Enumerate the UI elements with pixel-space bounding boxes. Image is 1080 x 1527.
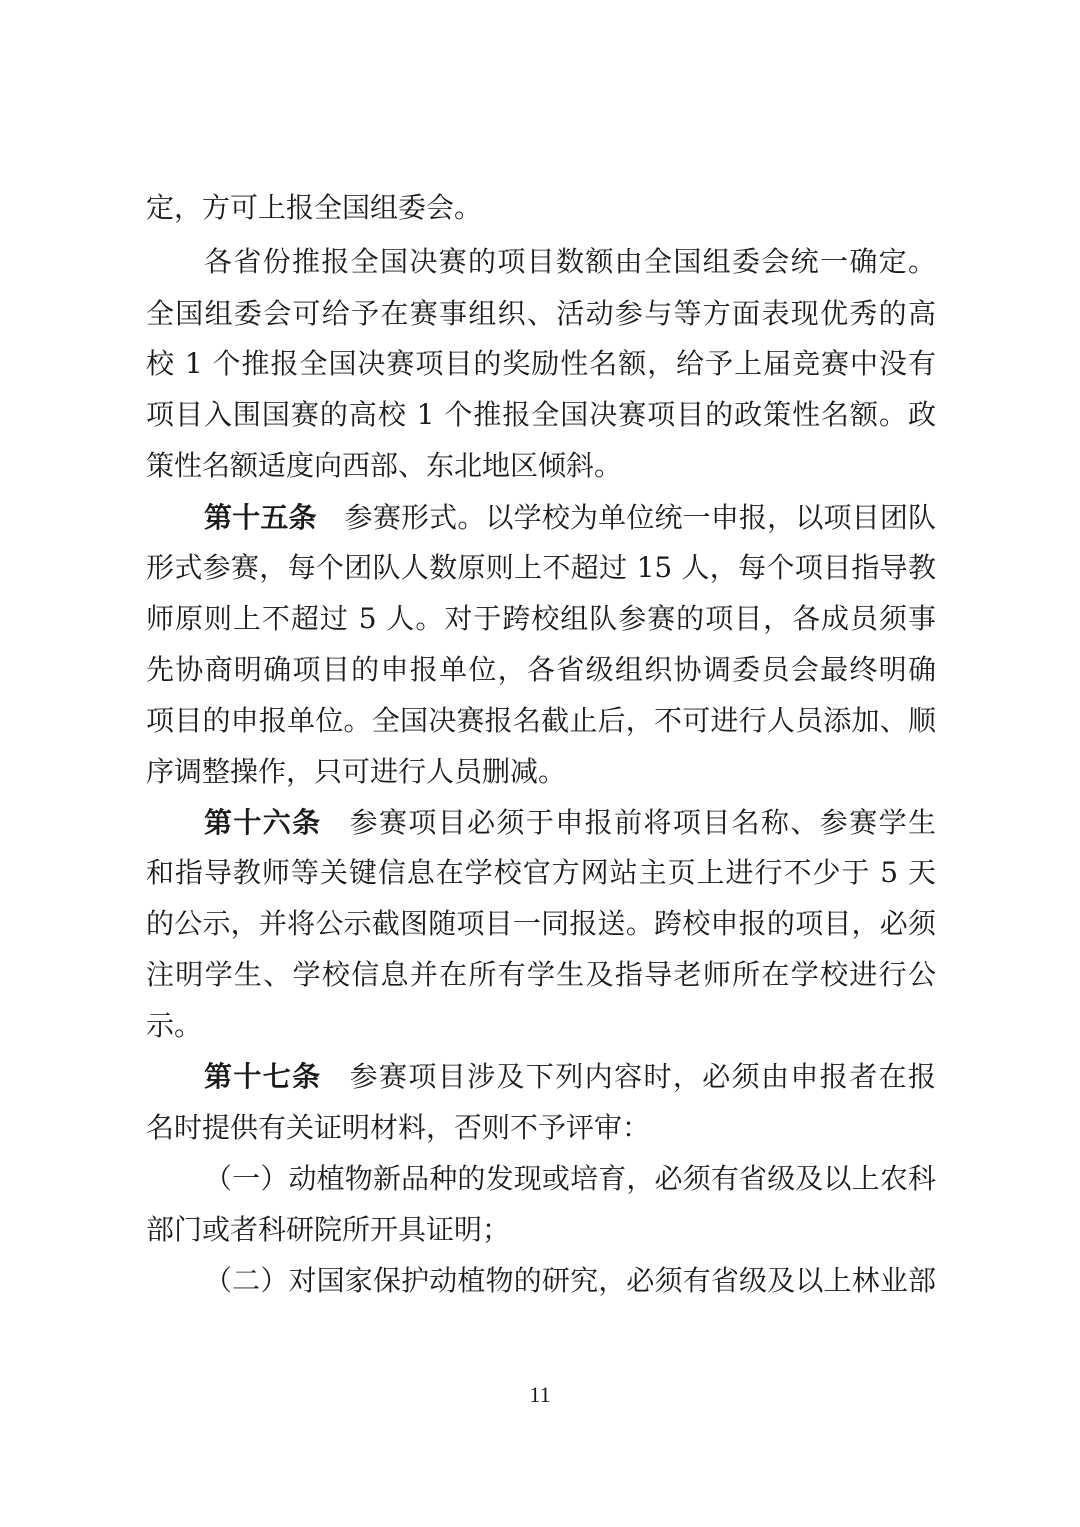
text-line: 名时提供有关证明材料，否则不予评审： (146, 1111, 651, 1144)
article-17-text: 参赛项目涉及下列内容时，必须由申报者在报 (349, 1060, 936, 1093)
text-line: 形式参赛，每个团队人数原则上不超过 15 人，每个项目指导教 (146, 551, 936, 584)
article-15-label: 第十五条 (204, 501, 317, 534)
article-16-text: 参赛项目必须于申报前将项目名称、参赛学生 (349, 806, 936, 839)
text-line: 校 1 个推报全国决赛项目的奖励性名额，给予上届竞赛中没有 (146, 347, 936, 380)
text-line: 项目入围国赛的高校 1 个推报全国决赛项目的政策性名额。政 (146, 398, 936, 431)
text-line: 定，方可上报全国组委会。 (146, 191, 483, 224)
text-line: 各省份推报全国决赛的项目数额由全国组委会统一确定。 (204, 245, 936, 278)
text-line: 和指导教师等关键信息在学校官方网站主页上进行不少于 5 天 (146, 856, 936, 889)
article-16-line (204, 805, 936, 841)
text-line: 策性名额适度向西部、东北地区倾斜。 (146, 449, 623, 482)
page-number: 11 (529, 1382, 551, 1407)
text-line: 注明学生、学校信息并在所有学生及指导老师所在学校进行公 (146, 958, 936, 991)
text-line: 先协商明确项目的申报单位，各省级组织协调委员会最终明确 (146, 653, 936, 686)
list-item-line: （一）动植物新品种的发现或培育，必须有省级及以上农科 (204, 1162, 936, 1195)
article-16-label: 第十六条 (204, 806, 322, 839)
text-line: 序调整操作，只可进行人员删减。 (146, 755, 567, 788)
article-15-line (204, 500, 936, 536)
text-line: 全国组委会可给予在赛事组织、活动参与等方面表现优秀的高 (146, 297, 936, 330)
list-item-line: （二）对国家保护动植物的研究，必须有省级及以上林业部 (204, 1264, 936, 1297)
article-17-line (204, 1059, 936, 1095)
text-line: 部门或者科研院所开具证明； (146, 1213, 511, 1246)
article-17-label: 第十七条 (204, 1060, 322, 1093)
text-line: 的公示，并将公示截图随项目一同报送。跨校申报的项目，必须 (146, 907, 936, 940)
text-line: 示。 (146, 1009, 203, 1042)
text-line: 师原则上不超过 5 人。对于跨校组队参赛的项目，各成员须事 (146, 602, 936, 635)
text-line: 项目的申报单位。全国决赛报名截止后，不可进行人员添加、顺 (146, 704, 936, 737)
article-15-text: 参赛形式。以学校为单位统一申报，以项目团队 (344, 501, 936, 534)
